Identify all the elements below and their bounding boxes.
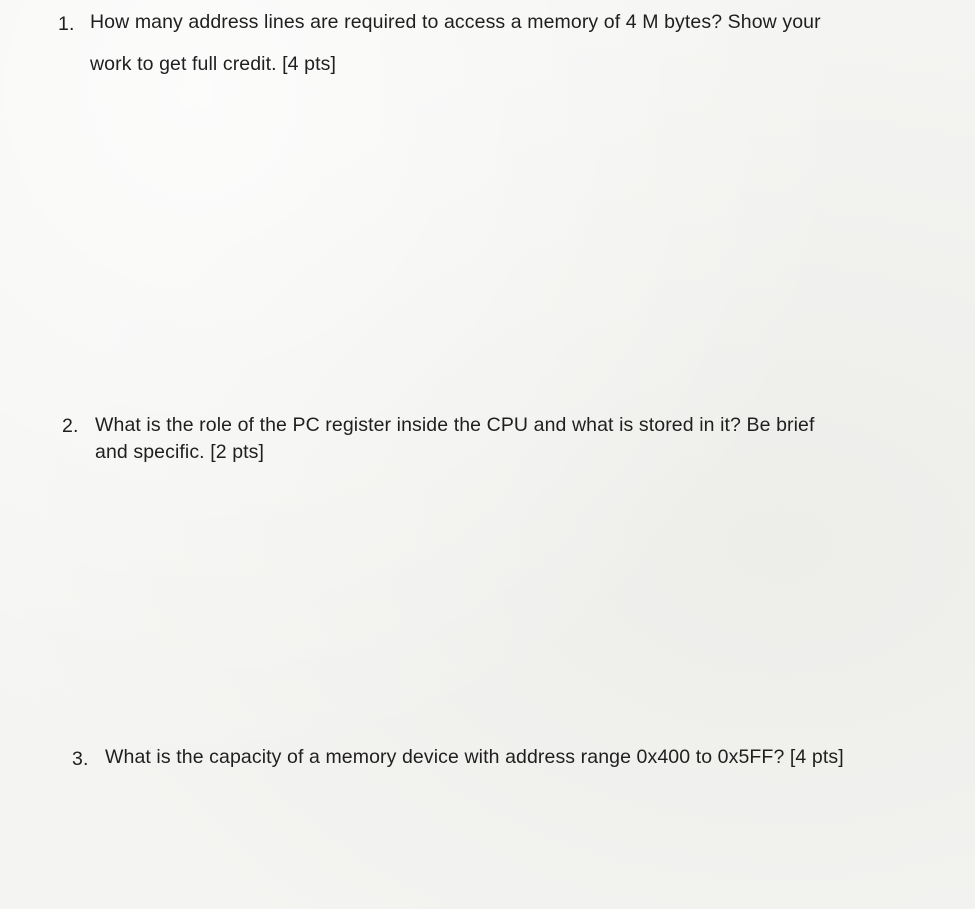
- question-3-number: 3.: [72, 748, 89, 770]
- question-2-text-line-2: and specific. [2 pts]: [95, 441, 265, 463]
- question-2-text-line-1: What is the role of the PC register inside the CPU and what is stored in it? Be brief: [95, 414, 815, 436]
- question-1-text-line-2: work to get full credit. [4 pts]: [90, 53, 336, 75]
- question-3-text-line-1: What is the capacity of a memory device with address range 0x400 to 0x5FF? [4 pts]: [105, 746, 844, 768]
- question-2-number: 2.: [62, 415, 79, 437]
- question-1-number: 1.: [58, 13, 75, 35]
- question-1-text-line-1: How many address lines are required to access a memory of 4 M bytes? Show your: [90, 11, 821, 33]
